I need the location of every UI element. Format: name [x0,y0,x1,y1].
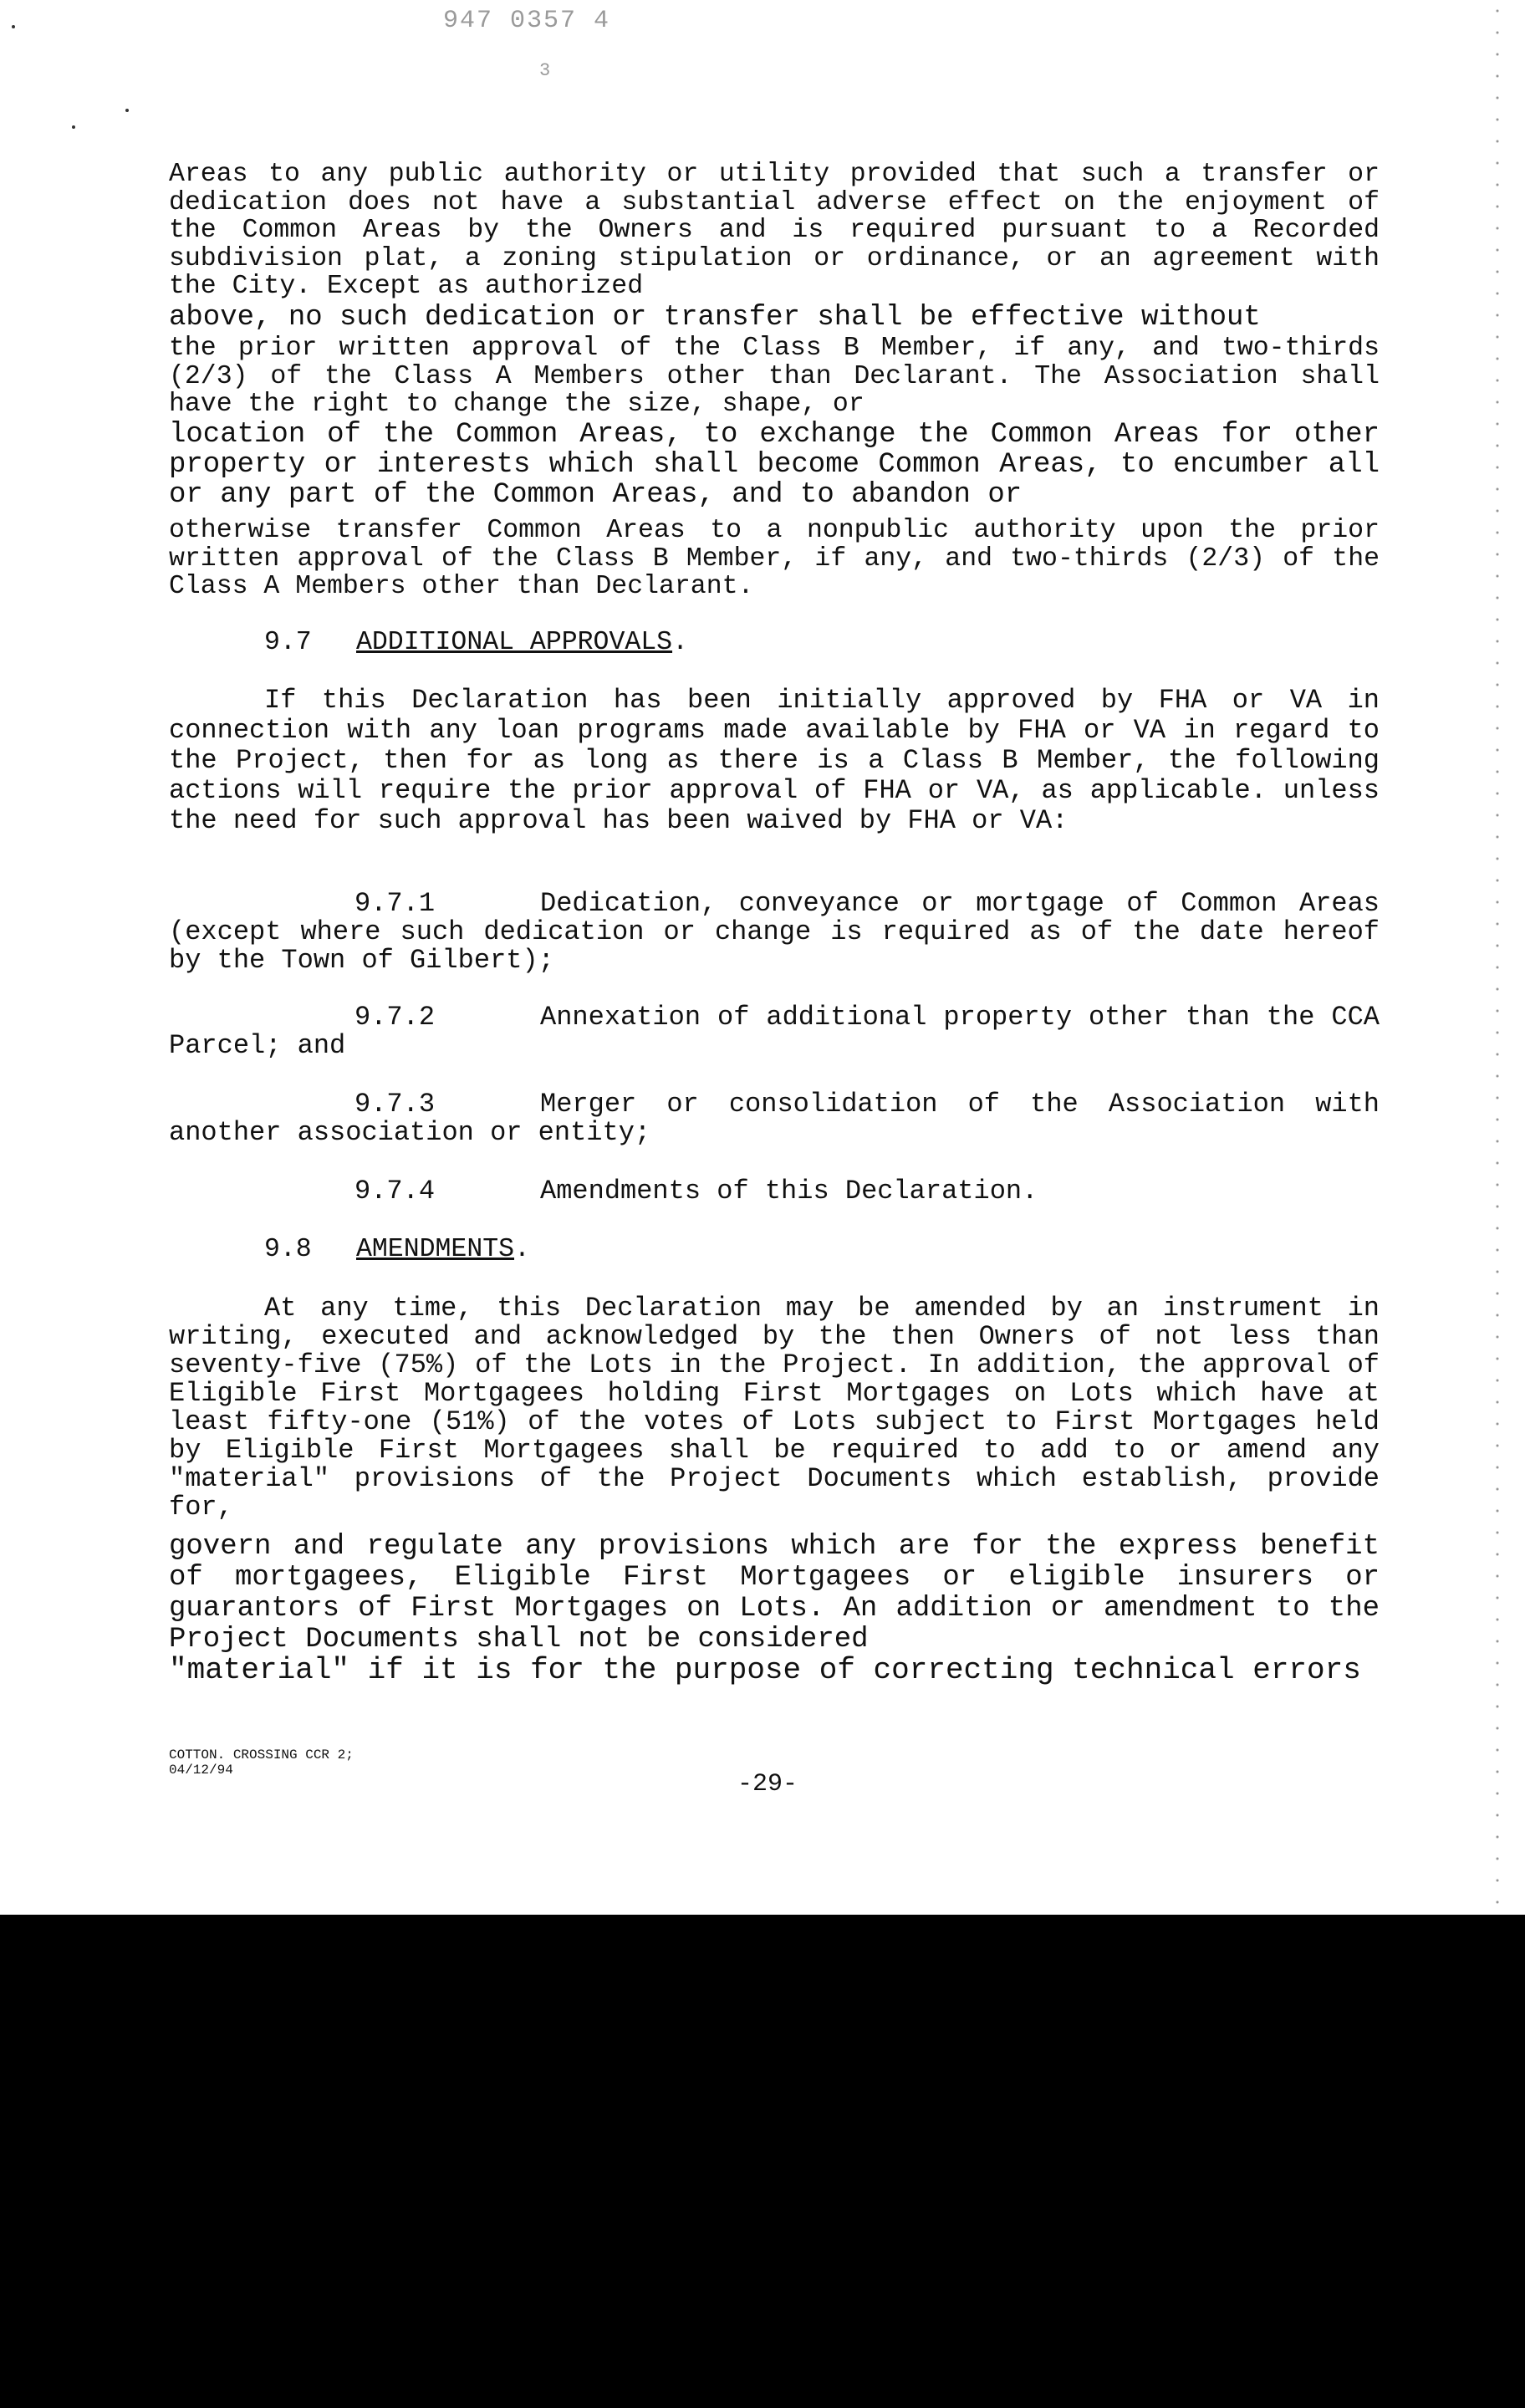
section-9-7-intro: If this Declaration has been initially approved by FHA or VA in connection with any loan programs made available by FHA or VA in regard to the Project, then for as long as there is a Class B Member, the following actions will require the prior approval of FHA or VA, as applicable. unless the need for such approval has been waived by FHA or VA: [169,685,1380,836]
scan-speck [12,25,15,28]
subsection-number: 9.7.2 [354,1002,436,1033]
paragraph-top-part-2: above, no such dedication or transfer shall be effective without [169,302,1261,334]
section-9-8-para-a: At any time, this Declaration may be amended by an instrument in writing, executed and acknowledged by the then Owners of not less than seventy-five (75%) of the Lots in the Project. In addition, the approval of Eligible First Mortgagees holding First Mortgages on Lots which have at least fifty-one (51%) of the votes of Lots subject to First Mortgages held by Eligible First Mortgagees shall be required to add to or amend any "material" provisions of the Project Documents which establish, provide for, [169,1293,1380,1523]
section-number: 9.7 [264,628,312,657]
subsection-text: Merger or consolidation of the Association with another association or entity; [169,1089,1380,1148]
recording-stamp: 947 0357 4 [443,7,611,35]
section-number: 9.8 [264,1235,312,1264]
subsection-text: Annexation of additional property other than the CCA Parcel; and [169,1002,1380,1061]
scan-speck [125,109,129,112]
document-name: COTTON. CROSSING CCR 2; [169,1747,354,1763]
page-number: -29- [737,1770,798,1798]
section-heading-9-8: 9.8 AMENDMENTS. [264,1235,530,1264]
subsection-9-7-2 [169,1003,1380,1060]
scan-speck [72,125,75,129]
subsection-number: 9.7.4 [354,1176,436,1207]
subsection-9-7-3 [169,1090,1380,1147]
subsection-number: 9.7.3 [354,1089,436,1120]
section-9-8-para-c: "material" if it is for the purpose of correcting technical errors [169,1653,1361,1687]
subsection-number: 9.7.1 [354,888,436,919]
paragraph-top-part-1: Areas to any public authority or utility provided that such a transfer or dedication does not have a substantial adverse effect on the enjoyment of the Common Areas by the Owners and is required pursuant to a Recorded subdivision plat, a zoning stipulation or ordinance, or an agreement with the City. Except as authorized [169,160,1380,301]
paragraph-top-part-5: otherwise transfer Common Areas to a nonpublic authority upon the prior written approval of the Class B Member, if any, and two-thirds (2/3) of the Class A Members other than Declarant. [169,516,1380,601]
scan-edge-artifact [1493,0,1502,1915]
subsection-9-7-1 [169,890,1380,975]
document-date: 04/12/94 [169,1763,233,1778]
subsection-text: Amendments of this Declaration. [540,1176,1038,1207]
paragraph-top-part-3: the prior written approval of the Class B Member, if any, and two-thirds (2/3) of the Class A Members other than Declarant. The Association shall have the right to change the size, shape, or [169,334,1380,419]
document-footer [169,1747,354,1778]
subsection-text: Dedication, conveyance or mortgage of Common Areas (except where such dedication or change is required as of the date hereof by the Town of Gilbert); [169,888,1380,976]
section-title: AMENDMENTS [356,1235,515,1264]
paragraph-top-part-4: location of the Common Areas, to exchange the Common Areas for other property or interests which shall become Common Areas, to encumber all or any part of the Common Areas, and to abandon or [169,419,1380,511]
scan-black-margin [0,1915,1525,2408]
section-9-8-para-b: govern and regulate any provisions which are for the express benefit of mortgagees, Eligible First Mortgagees or eligible insurers or guarantors of First Mortgages on Lots. An addition or amendment to the Project Documents shall not be considered [169,1531,1380,1656]
stamp-mark: 3 [539,60,551,81]
section-heading-9-7: 9.7 ADDITIONAL APPROVALS. [264,628,688,657]
subsection-9-7-4 [169,1177,1380,1206]
section-title: ADDITIONAL APPROVALS [356,628,673,657]
